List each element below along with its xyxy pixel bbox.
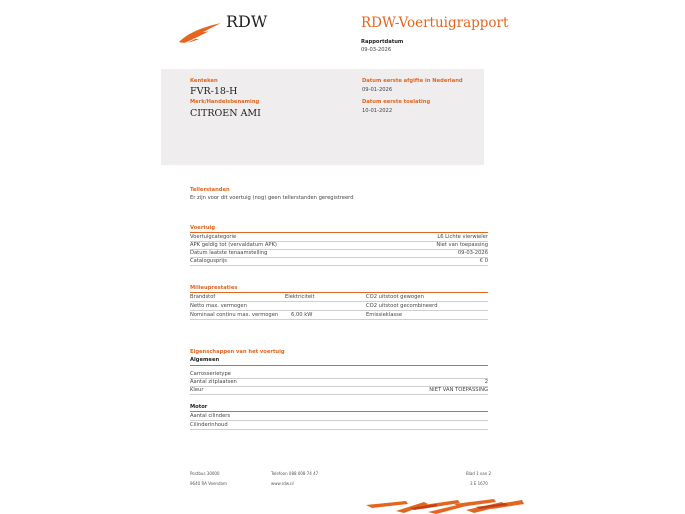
- footer-phone: Telefoon 088 008 74 47: [271, 471, 319, 476]
- row-value: NIET VAN TOEPASSING: [429, 387, 488, 393]
- table-row: [190, 302, 488, 311]
- odometer-text: Er zijn voor dit voertuig (nog) geen tellerstanden geregistreerd: [190, 195, 354, 201]
- make-label: Merk/Handelsbenaming: [190, 99, 260, 105]
- footer-page: Blad 1 van 2: [466, 471, 492, 476]
- footer-address: 9640 RA Veendam: [190, 481, 227, 486]
- table-row: [190, 421, 488, 430]
- row-value: € 0: [479, 258, 488, 264]
- row-label: Catalogusprijs: [190, 258, 227, 264]
- row-label: Brandstof: [190, 294, 216, 300]
- row-label: Kleur: [190, 387, 204, 393]
- row-label: APK geldig tot (vervaldatum APK): [190, 242, 277, 248]
- section-rule: [190, 365, 488, 366]
- row-value: 09-03-2026: [457, 250, 488, 256]
- rdw-logo-icon: [177, 20, 223, 46]
- first-admission-value: 10-01-2022: [362, 108, 393, 114]
- row-label: Cilinderinhoud: [190, 422, 228, 428]
- row-label: Voertuigcategorie: [190, 234, 237, 240]
- table-row: [190, 293, 488, 302]
- row-label-2: CO2 uitstoot gewogen: [366, 294, 424, 300]
- eigenschappen-title: Eigenschappen van het voertuig: [190, 349, 285, 355]
- algemeen-title: Algemeen: [190, 357, 220, 363]
- row-value: Niet van toepassing: [436, 242, 488, 248]
- first-admission-label: Datum eerste toelating: [362, 99, 431, 105]
- row-value: L6 Lichte vierwieler: [437, 234, 488, 240]
- row-label: Carrosserietype: [190, 371, 231, 377]
- voertuig-title: Voertuig: [190, 225, 216, 231]
- table-row: [190, 386, 488, 395]
- motor-title: Motor: [190, 404, 208, 410]
- row-label: Aantal zitplaatsen: [190, 379, 237, 385]
- odometer-title: Tellerstanden: [190, 187, 230, 193]
- footer-code: 3 E 1670: [470, 481, 488, 486]
- row-label: Aantal cilinders: [190, 413, 231, 419]
- row-label: Datum laatste tenaamstelling: [190, 250, 268, 256]
- footer-web: www.rdw.nl: [271, 481, 294, 486]
- row-label-2: CO2 uitstoot gecombineerd: [366, 303, 438, 309]
- milieu-title: Milieuprestaties: [190, 285, 238, 291]
- row-label: Netto max. vermogen: [190, 303, 247, 309]
- plate-value: FVR-18-H: [190, 86, 238, 97]
- decorative-stripes-icon: [366, 496, 526, 514]
- logo-text: RDW: [226, 12, 268, 31]
- make-value: CITROEN AMI: [190, 108, 261, 119]
- first-nl-label: Datum eerste afgifte in Nederland: [362, 78, 463, 84]
- report-date-value: 09-03-2026: [361, 47, 392, 53]
- footer-postbus: Postbus 30000: [190, 471, 220, 476]
- row-value: 2: [484, 379, 488, 385]
- row-label: Nominaal continu max. vermogen: [190, 312, 279, 318]
- report-title: RDW-Voertuigrapport: [361, 15, 509, 31]
- table-row: [190, 311, 488, 320]
- table-row: [190, 412, 488, 421]
- row-label-2: Emissieklasse: [366, 312, 403, 318]
- first-nl-value: 09-01-2026: [362, 87, 393, 93]
- row-value: Elektriciteit: [285, 294, 315, 300]
- plate-label: Kenteken: [190, 78, 218, 84]
- row-value: 6,00 kW: [291, 312, 313, 318]
- table-row: [190, 257, 488, 266]
- report-date-label: Rapportdatum: [361, 39, 404, 45]
